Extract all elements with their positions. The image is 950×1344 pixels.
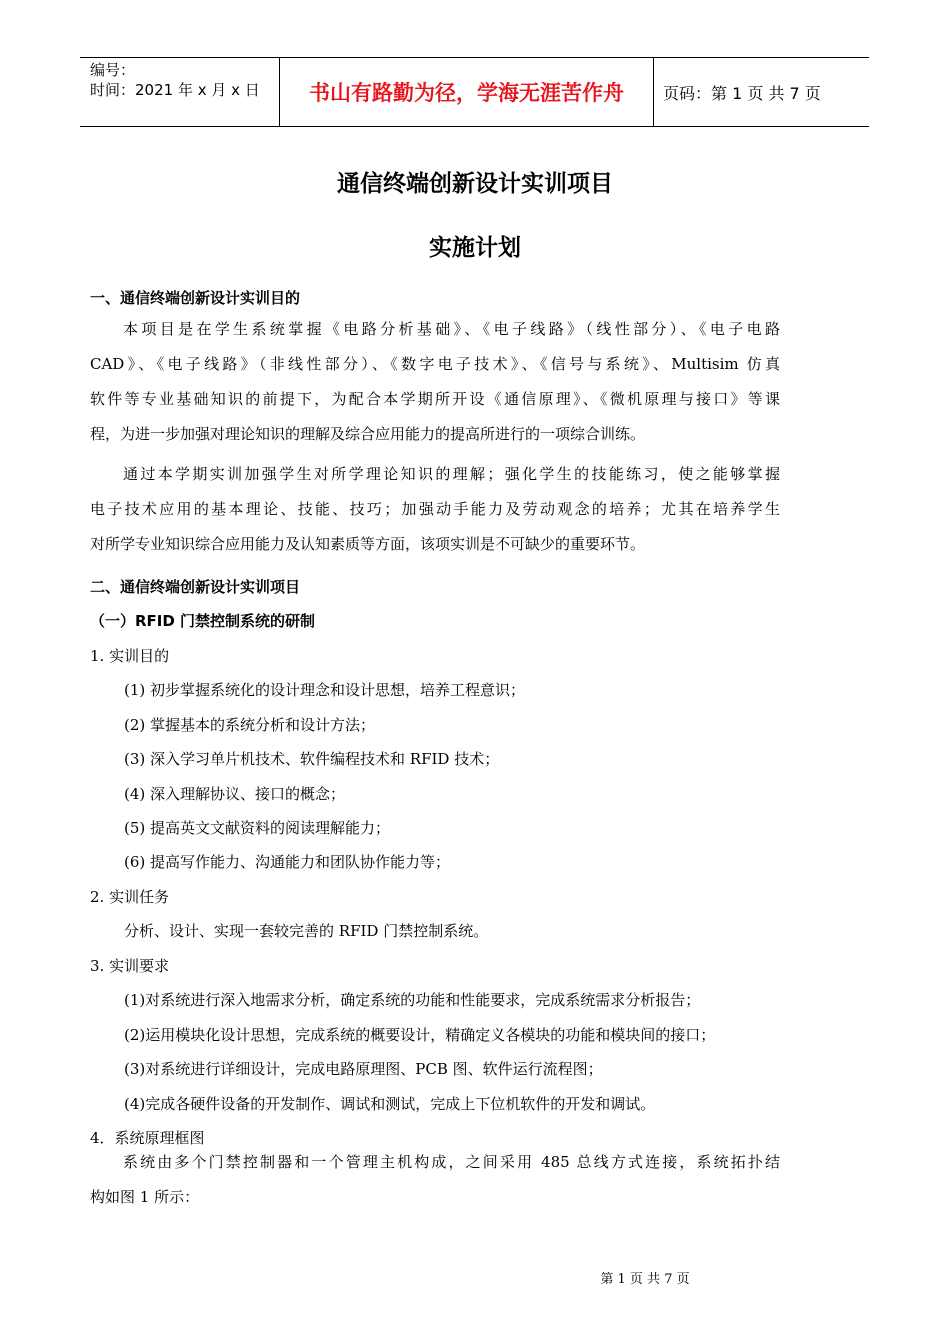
section1-heading: 一、通信终端创新设计实训目的 (90, 289, 301, 307)
item1-title: 1. 实训目的 (90, 647, 170, 665)
list-item: (1) 初步掌握系统化的设计理念和设计思想，培养工程意识； (124, 681, 526, 699)
list-item: (6) 提高写作能力、沟通能力和团队协作能力等； (124, 853, 451, 871)
document-title: 通信终端创新设计实训项目 (337, 171, 613, 197)
header-motto: 书山有路勤为径，学海无涯苦作舟 (280, 58, 654, 126)
number-label: 编号： (90, 61, 136, 79)
section2-subheading: （一）RFID 门禁控制系统的研制 (90, 612, 316, 630)
paragraph-line: CAD》、《电子线路》（非线性部分）、《数字电子技术》、《信号与系统》、Multisim 仿真 (90, 355, 780, 373)
list-item: (3) 深入学习单片机技术、软件编程技术和 RFID 技术； (124, 750, 500, 768)
paragraph-line: 对所学专业知识综合应用能力及认知素质等方面，该项实训是不可缺少的重要环节。 (90, 535, 646, 553)
item2-title: 2. 实训任务 (90, 888, 170, 906)
section1-paragraph2 (90, 457, 780, 562)
list-item: (1)对系统进行深入地需求分析，确定系统的功能和性能要求，完成系统需求分析报告； (124, 991, 701, 1009)
list-item: (4) 深入理解协议、接口的概念； (124, 785, 346, 803)
list-item: (4)完成各硬件设备的开发制作、调试和测试，完成上下位机软件的开发和调试。 (124, 1095, 656, 1113)
paragraph-line: 电子技术应用的基本理论、技能、技巧；加强动手能力及劳动观念的培养；尤其在培养学生 (90, 500, 780, 518)
item3-title: 3. 实训要求 (90, 957, 170, 975)
paragraph-line: 程，为进一步加强对理论知识的理解及综合应用能力的提高所进行的一项综合训练。 (90, 425, 646, 443)
list-item: (2)运用模块化设计思想，完成系统的概要设计，精确定义各模块的功能和模块间的接口； (124, 1026, 716, 1044)
paragraph-line: 系统由多个门禁控制器和一个管理主机构成，之间采用 485 总线方式连接，系统拓扑结 (123, 1153, 780, 1171)
header-meta (80, 58, 280, 126)
document-subtitle: 实施计划 (429, 235, 521, 261)
page-header (80, 57, 869, 127)
list-item: (3)对系统进行详细设计，完成电路原理图、PCB 图、软件运行流程图； (124, 1060, 603, 1078)
paragraph-line: 软件等专业基础知识的前提下，为配合本学期所开设《通信原理》、《微机原理与接口》等课 (90, 390, 780, 408)
footer-page-number: 第 1 页 共 7 页 (600, 1272, 690, 1287)
page-footer (0, 1268, 950, 1287)
item4-paragraph (90, 1145, 780, 1215)
item4-title: 4．系统原理框图 (90, 1129, 205, 1147)
list-item: (2) 掌握基本的系统分析和设计方法； (124, 716, 376, 734)
list-item: (5) 提高英文文献资料的阅读理解能力； (124, 819, 391, 837)
paragraph-line: 通过本学期实训加强学生对所学理论知识的理解；强化学生的技能练习，使之能够掌握 (123, 465, 780, 483)
header-page-info: 页码：第 1 页 共 7 页 (663, 83, 821, 103)
item2-text: 分析、设计、实现一套较完善的 RFID 门禁控制系统。 (124, 922, 489, 940)
section1-paragraph1 (90, 312, 780, 452)
section2-heading: 二、通信终端创新设计实训项目 (90, 578, 301, 596)
paragraph-line: 本项目是在学生系统掌握《电路分析基础》、《电子线路》（线性部分）、《电子电路 (123, 320, 780, 338)
time-label: 时间：2021 年 x 月 x 日 (90, 81, 260, 99)
paragraph-line: 构如图 1 所示： (90, 1188, 200, 1206)
